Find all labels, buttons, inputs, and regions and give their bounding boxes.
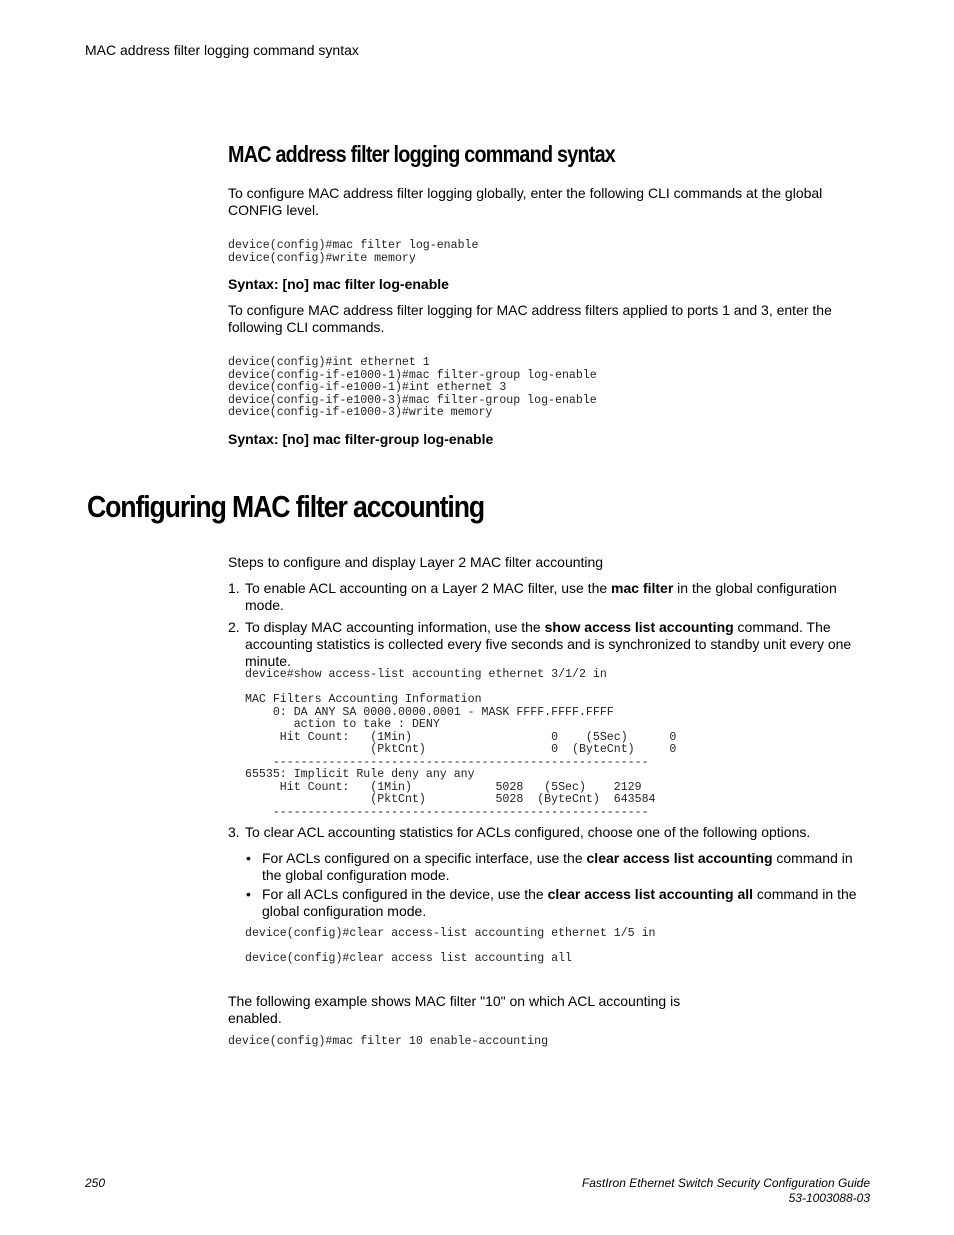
code-block-show-accounting: device#show access-list accounting ethernet 3/1/2 in MAC Filters Accounting Information 0: DA ANY SA 0000.0000.0001 - MASK FFFF.FFFF.FFFF action to take : DENY Hit Count: (1Min) 0 (5Sec) 0 (PktCnt) 0 (ByteCnt) 0 ------------------------------------------------------ 65535: Implicit Rule deny any any Hit Count: (1Min) 5028 (5Sec) 2129 (PktCnt) 5028 (ByteCnt) 643584 ------------------------------------------------------	[245, 668, 677, 819]
step-3-number: 3.	[228, 824, 240, 840]
step-1: 1. To enable ACL accounting on a Layer 2 MAC filter, use the mac filter in the global configuration mode.	[228, 580, 837, 613]
step-2-number: 2.	[228, 619, 240, 635]
code-clear-all: device(config)#clear access list accounting all	[245, 952, 572, 965]
code-clear-interface: device(config)#clear access-list accounting ethernet 1/5 in	[245, 927, 656, 940]
bullet-marker: •	[246, 886, 251, 902]
option-bullet-interface: • For ACLs configured on a specific interface, use the clear access list accounting command in the global configuration mode.	[246, 850, 853, 883]
intro-paragraph-global-logging: To configure MAC address filter logging globally, enter the following CLI commands at the global CONFIG level.	[228, 185, 823, 218]
chapter-heading-mac-filter-accounting: Configuring MAC filter accounting	[87, 489, 485, 524]
syntax-mac-filter-log-enable: Syntax: [no] mac filter log-enable	[228, 276, 449, 292]
accounting-intro: Steps to configure and display Layer 2 MAC filter accounting	[228, 554, 604, 570]
page-number: 250	[85, 1176, 106, 1190]
intro-paragraph-port-logging: To configure MAC address filter logging for MAC address filters applied to ports 1 and 3, enter the following CLI commands.	[228, 302, 832, 335]
step-2-command: show access list accounting	[544, 619, 734, 635]
example-paragraph: The following example shows MAC filter "10" on which ACL accounting is enabled.	[228, 993, 681, 1026]
bullet-marker: •	[246, 850, 251, 866]
code-example-enable-accounting: device(config)#mac filter 10 enable-accounting	[228, 1035, 549, 1048]
step-1-command: mac filter	[611, 580, 674, 596]
section-heading-mac-filter-logging: MAC address filter logging command syntax	[228, 141, 616, 167]
code-block-port-logging: device(config)#int ethernet 1 device(config-if-e1000-1)#mac filter-group log-enable device(config-if-e1000-1)#int ethernet 3 device(config-if-e1000-3)#mac filter-group log-enable device(config-if-e1000-3)#write memory	[228, 356, 597, 419]
syntax-mac-filter-group-log-enable: Syntax: [no] mac filter-group log-enable	[228, 431, 494, 447]
step-1-number: 1.	[228, 580, 240, 596]
footer-doc-number: 53-1003088-03	[788, 1191, 870, 1205]
step-3: 3. To clear ACL accounting statistics for ACLs configured, choose one of the following options.	[228, 824, 811, 840]
footer-doc-info	[582, 1176, 870, 1206]
running-header: MAC address filter logging command syntax	[85, 42, 359, 58]
option-bullet-all: • For all ACLs configured in the device, use the clear access list accounting all command in the global configuration mode.	[246, 886, 857, 919]
footer-doc-title: FastIron Ethernet Switch Security Configuration Guide	[581, 1176, 870, 1190]
code-block-global-logging: device(config)#mac filter log-enable device(config)#write memory	[228, 239, 479, 265]
step-2: 2. To display MAC accounting information, use the show access list accounting command. The accounting statistics is collected every five seconds and is synchronized to standby unit every one minute.	[228, 619, 852, 669]
